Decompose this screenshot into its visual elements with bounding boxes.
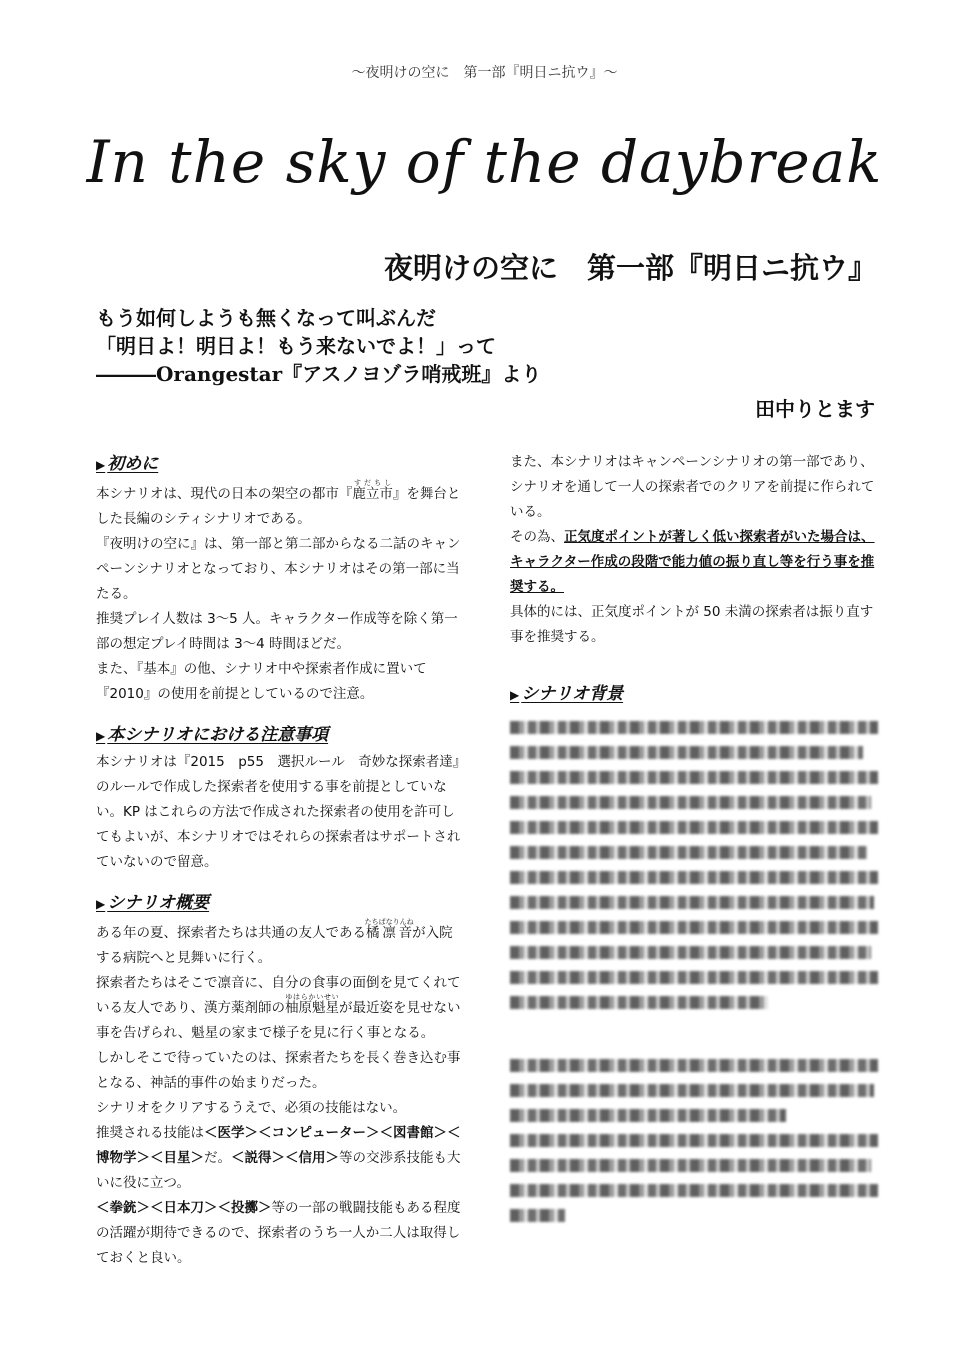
character-name-kaisei: 柚原魁星ゆはらかいせい — [285, 993, 339, 1016]
sanity-recommendation-paragraph: その為、正気度ポイントが著しく低い探索者がいた場合は、キャラクター作成の段階で能力値の振り直し等を行う事を推奨する。 — [510, 529, 875, 595]
overview-paragraph-3: しかしそこで待っていたのは、探索者たちを長く巻き込む事となる、神話的事件の始まりだった。 — [96, 1050, 461, 1091]
epigraph-line-2: 「明日よ！明日よ！もう来ないでよ！」って — [96, 334, 496, 358]
japanese-title: 夜明けの空に 第一部『明日ニ抗ウ』 — [383, 251, 877, 285]
epigraph-line-1: もう如何しようも無くなって叫ぶんだ — [96, 306, 436, 330]
author-name: 田中りとます — [755, 397, 875, 421]
running-header: ～夜明けの空に 第一部『明日ニ抗ウ』～ — [351, 65, 618, 81]
overview-paragraph-1: ある年の夏、探索者たちは共通の友人である橘凛音たちばなりんねが入院する病院へと見舞いに行く。 — [96, 918, 453, 966]
negotiation-skills: ＜説得＞＜信用＞ — [231, 1150, 339, 1166]
right-column — [510, 450, 878, 1234]
sanity-emphasis: 正気度ポイントが著しく低い探索者がいた場合は、キャラクター作成の段階で能力値の振り直し等を行う事を推奨する。 — [510, 529, 875, 595]
triangle-bullet-icon: ▶ — [96, 458, 106, 472]
epigraph-line-3: ―――Orangestar『アスノヨゾラ哨戒班』より — [96, 362, 542, 386]
triangle-bullet-icon: ▶ — [96, 729, 106, 743]
overview-paragraph-5: 推奨される技能は＜医学＞＜コンピューター＞＜図書館＞＜博物学＞＜目星＞だ。＜説得＞＜信用＞等の交渉系技能も大いに役に立つ。 — [96, 1125, 461, 1191]
city-name: 鹿立市すだちし — [352, 479, 393, 502]
overview-paragraph-4: シナリオをクリアするうえで、必須の技能はない。 — [96, 1100, 407, 1116]
english-title: In the sky of the daybreak — [86, 128, 883, 196]
left-column — [96, 450, 464, 1271]
triangle-bullet-icon: ▶ — [96, 897, 106, 911]
intro-paragraph-4: また、『基本』の他、シナリオ中や探索者作成に置いて『2010』の使用を前提としているので注意。 — [96, 661, 427, 702]
section-heading-overview: ▶ シナリオ概要 — [96, 893, 210, 913]
section-heading-background: ▶ シナリオ背景 — [510, 684, 624, 704]
overview-paragraph-2: 探索者たちはそこで凛音に、自分の食事の面倒を見てくれている友人であり、漢方薬剤師の柚原魁星ゆはらかいせいが最近姿を見せない事を告げられ、魁星の家まで様子を見に行く事となる。 — [96, 975, 461, 1041]
caution-paragraph: 本シナリオは『2015 p55 選択ルール 奇妙な探索者達』のルールで作成した探索者を使用する事を前提としていない。KP はこれらの方法で作成された探索者の使用を許可してもよいが、本シナリオではそれらの探索者はサポートされていないので留意。 — [96, 754, 461, 870]
intro-paragraph-2: 『夜明けの空に』は、第一部と第二部からなる二話のキャンペーンシナリオとなっており、本シナリオはその第一部に当たる。 — [96, 536, 461, 602]
combat-skills: ＜拳銃＞＜日本刀＞＜投擲＞ — [96, 1200, 272, 1216]
epigraph — [96, 304, 541, 388]
campaign-note-paragraph: また、本シナリオはキャンペーンシナリオの第一部であり、シナリオを通して一人の探索者でのクリアを前提に作られている。 — [510, 454, 875, 520]
sanity-threshold-paragraph: 具体的には、正気度ポイントが 50 未満の探索者は振り直す事を推奨する。 — [510, 604, 874, 645]
intro-paragraph-1: 本シナリオは、現代の日本の架空の都市『鹿立市すだちし』を舞台とした長編のシティシナリオである。 — [96, 479, 461, 527]
redacted-background-text — [510, 721, 878, 1222]
character-name-rinne: 橘凛音たちばなりんね — [364, 918, 414, 941]
section-heading-intro: ▶ 初めに — [96, 454, 159, 474]
recommended-skills: ＜医学＞＜コンピューター＞＜図書館＞＜博物学＞＜目星＞ — [96, 1125, 461, 1166]
intro-paragraph-3: 推奨プレイ人数は 3～5 人。キャラクター作成等を除く第一部の想定プレイ時間は 3～4 時間ほどだ。 — [96, 611, 458, 652]
section-heading-caution: ▶ 本シナリオにおける注意事項 — [96, 725, 329, 745]
overview-paragraph-6: ＜拳銃＞＜日本刀＞＜投擲＞等の一部の戦闘技能もある程度の活躍が期待できるので、探索者のうち一人か二人は取得しておくと良い。 — [96, 1200, 461, 1266]
triangle-bullet-icon: ▶ — [510, 688, 520, 702]
